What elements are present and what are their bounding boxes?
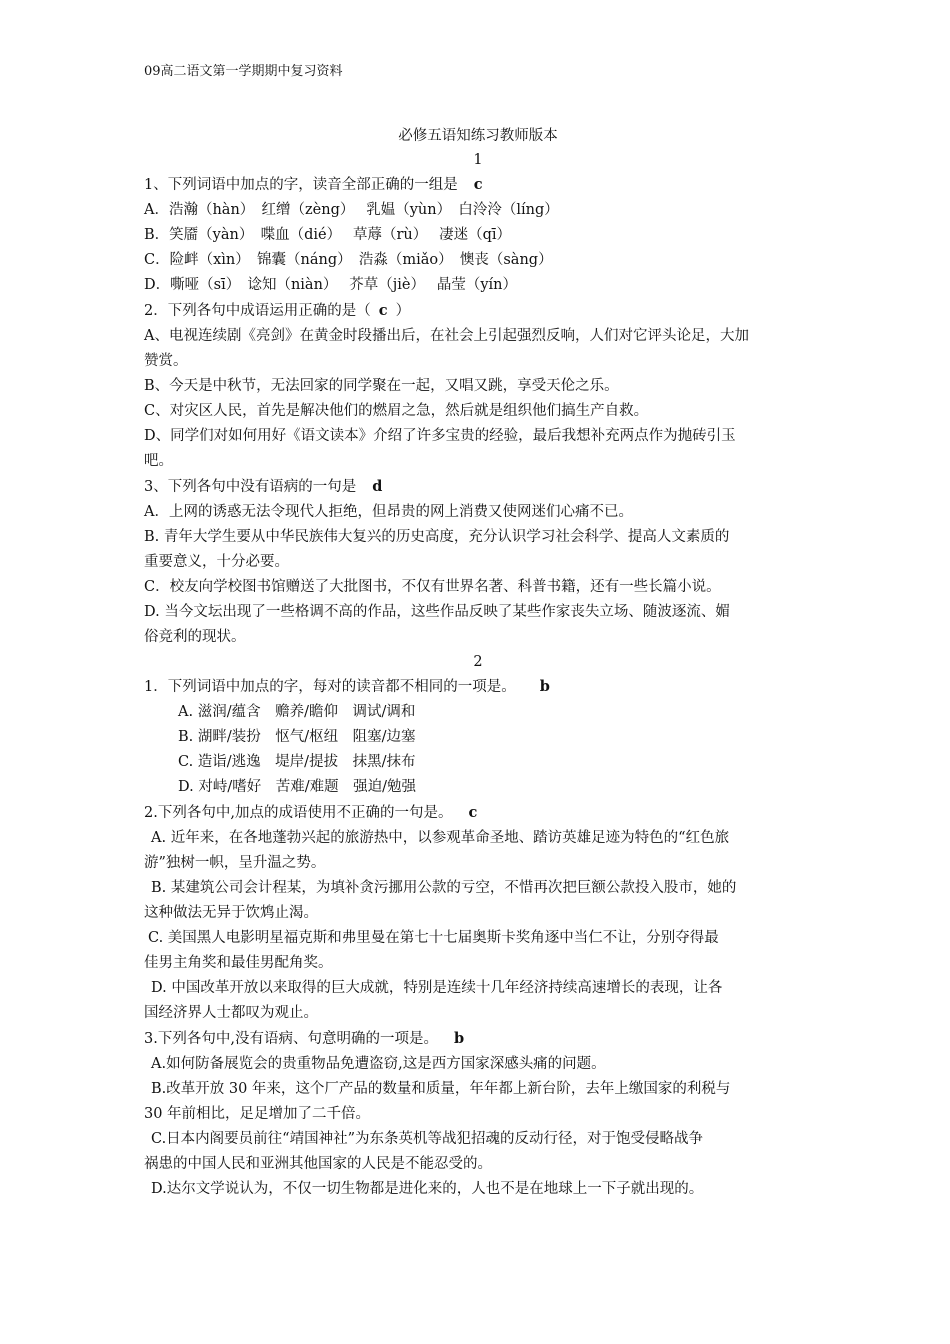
option-line: 赞赏。 xyxy=(144,353,188,369)
option-line: 祸患的中国人民和亚洲其他国家的人民是不能忍受的。 xyxy=(144,1156,492,1172)
answer-key: c xyxy=(468,804,478,821)
question-text: 3、下列各句中没有语病的一句是 xyxy=(144,479,357,495)
option-line: 重要意义，十分必要。 xyxy=(144,554,289,570)
question-text: 3.下列各句中,没有语病、句意明确的一项是。 xyxy=(144,1031,438,1047)
answer-key: d xyxy=(372,478,383,495)
question-text-end: ） xyxy=(395,303,411,319)
option-line: 游”独树一帜，呈升温之势。 xyxy=(144,855,326,871)
question-stem xyxy=(144,800,812,826)
answer-key: c xyxy=(473,176,483,193)
document-page xyxy=(144,62,812,1202)
option-line: C. 造诣/逃逸 堤岸/提拔 抹黑/抹布 xyxy=(178,754,416,770)
option-line: C. 美国黑人电影明星福克斯和弗里曼在第七十七届奥斯卡奖角逐中当仁不让，分别夺得最 xyxy=(148,930,719,946)
option-line: 国经济界人士都叹为观止。 xyxy=(144,1005,318,1021)
answer-key: c xyxy=(378,302,388,319)
option-line: A.如何防备展览会的贵重物品免遭盗窃,这是西方国家深感头痛的问题。 xyxy=(151,1056,606,1072)
option-line: A. 近年来，在各地蓬勃兴起的旅游热中，以参观革命圣地、踏访英雄足迹为特色的“红色旅 xyxy=(151,830,730,846)
option-line: A．上网的诱惑无法令现代人拒绝，但昂贵的网上消费又使网迷们心痛不已。 xyxy=(144,504,633,520)
answer-key: b xyxy=(539,678,550,695)
option-line: 俗竞利的现状。 xyxy=(144,629,246,645)
page-header: 09高二语文第一学期期中复习资料 xyxy=(144,64,343,79)
document-title: 必修五语知练习教师版本 xyxy=(398,128,558,144)
option-line: B. 湖畔/装扮 怄气/枢纽 阻塞/边塞 xyxy=(178,729,416,745)
question-stem xyxy=(144,474,812,500)
option-line: 这种做法无异于饮鸩止渴。 xyxy=(144,905,318,921)
question-stem xyxy=(144,674,812,700)
option-line: 30 年前相比，足足增加了二千倍。 xyxy=(144,1106,371,1122)
option-line: B、今天是中秋节，无法回家的同学聚在一起，又唱又跳，享受天伦之乐。 xyxy=(144,378,619,394)
option-line: B.改革开放 30 年来，这个厂产品的数量和质量，年年都上新台阶，去年上缴国家的利税与 xyxy=(151,1081,731,1097)
option-line: D、同学们对如何用好《语文读本》介绍了许多宝贵的经验，最后我想补充两点作为抛砖引玉 xyxy=(144,428,736,444)
section-number: 1 xyxy=(473,152,483,168)
option-line: D.达尔文学说认为，不仅一切生物都是进化来的，人也不是在地球上一下子就出现的。 xyxy=(151,1181,704,1197)
question-stem xyxy=(144,298,812,324)
option-line: C．险衅（xìn） 锦囊（náng） 浩淼（miǎo） 懊丧（sàng） xyxy=(144,252,553,268)
option-line: C．校友向学校图书馆赠送了大批图书，不仅有世界名著、科普书籍，还有一些长篇小说。 xyxy=(144,579,721,595)
option-line: D. 对峙/嗜好 苦难/难题 强迫/勉强 xyxy=(178,779,416,795)
question-stem xyxy=(144,1026,812,1052)
option-line: A、电视连续剧《亮剑》在黄金时段播出后，在社会上引起强烈反响，人们对它评头论足，大加 xyxy=(144,328,749,344)
option-line: A．浩瀚（hàn） 红缯（zèng） 乳媪（yùn） 白泠泠（líng） xyxy=(144,202,559,218)
option-line: B. 青年大学生要从中华民族伟大复兴的历史高度，充分认识学习社会科学、提高人文素质的 xyxy=(144,529,730,545)
option-line: D. 中国改革开放以来取得的巨大成就，特别是连续十几年经济持续高速增长的表现，让各 xyxy=(151,980,723,996)
question-text: 1．下列词语中加点的字，每对的读音都不相同的一项是。 xyxy=(144,679,516,695)
question-text: 1、下列词语中加点的字，读音全部正确的一组是 xyxy=(144,177,458,193)
option-line: C.日本内阁要员前往“靖国神社”为东条英机等战犯招魂的反动行径，对于饱受侵略战争 xyxy=(151,1131,704,1147)
question-text: 2．下列各句中成语运用正确的是（ xyxy=(144,303,371,319)
option-line: B．笑靥（yàn） 喋血（dié） 草蓐（rù） 凄迷（qī） xyxy=(144,227,511,243)
option-line: C、对灾区人民，首先是解决他们的燃眉之急，然后就是组织他们搞生产自救。 xyxy=(144,403,649,419)
question-text: 2.下列各句中,加点的成语使用不正确的一句是。 xyxy=(144,805,453,821)
option-line: A. 滋润/蕴含 赡养/瞻仰 调试/调和 xyxy=(178,704,416,720)
option-line: 吧。 xyxy=(144,453,173,469)
option-line: B. 某建筑公司会计程某，为填补贪污挪用公款的亏空，不惜再次把巨额公款投入股市，她的 xyxy=(151,880,737,896)
question-stem xyxy=(144,172,812,198)
option-line: 佳男主角奖和最佳男配角奖。 xyxy=(144,955,333,971)
section-number: 2 xyxy=(473,654,483,670)
answer-key: b xyxy=(453,1030,465,1047)
option-line: D．嘶哑（sī） 谂知（niàn） 芥草（jiè） 晶莹（yín） xyxy=(144,277,518,293)
option-line: D. 当今文坛出现了一些格调不高的作品，这些作品反映了某些作家丧失立场、随波逐流、媚 xyxy=(144,604,730,620)
